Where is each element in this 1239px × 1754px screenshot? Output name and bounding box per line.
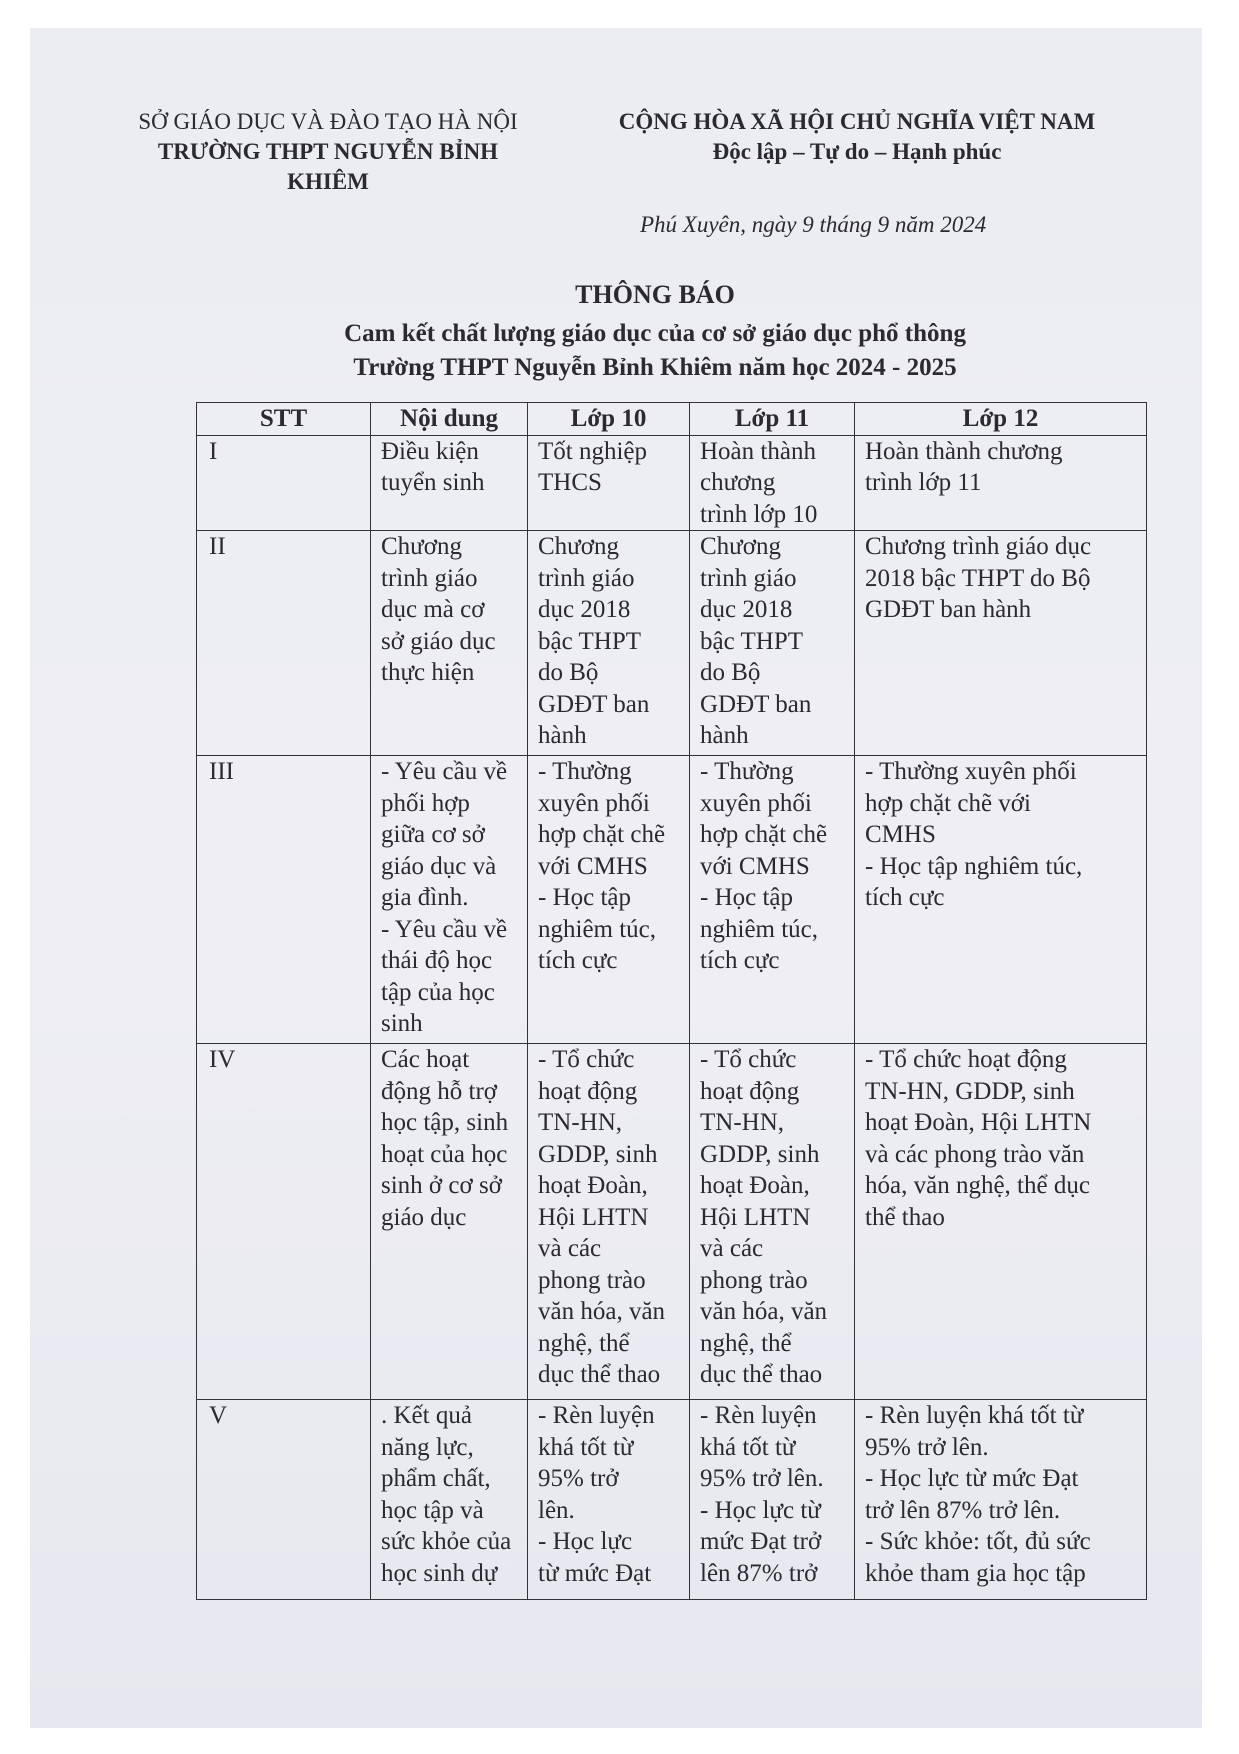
table-row [197,756,1147,1044]
document-date: Phú Xuyên, ngày 9 tháng 9 năm 2024 [640,212,987,237]
table-row [197,1044,1147,1400]
header-agency [123,107,533,197]
cell-content: Các hoạt động hỗ trợ học tập, sinh hoạt của học sinh ở cơ sở giáo dục [371,1044,528,1400]
cell-content: Chương trình giáo dục mà cơ sở giáo dục thực hiện [371,531,528,756]
cell-stt: II [197,531,371,756]
table-row [197,435,1147,531]
cell-lop12: - Thường xuyên phối hợp chặt chẽ với CMHS - Học tập nghiêm túc, tích cực [855,756,1147,1044]
nation-name: CỘNG HÒA XÃ HỘI CHỦ NGHĨA VIỆT NAM [618,109,1096,134]
table-header-row [197,403,1147,436]
header-nation [612,107,1102,167]
cell-lop10: - Thường xuyên phối hợp chặt chẽ với CMHS - Học tập nghiêm túc, tích cực [528,756,690,1044]
cell-lop11: - Rèn luyện khá tốt từ 95% trở lên. - Học lực từ mức Đạt trở lên 87% trở [690,1400,855,1600]
table-row [197,531,1147,756]
cell-stt: III [197,756,371,1044]
header-content: Nội dung [371,403,528,436]
cell-lop12: Hoàn thành chương trình lớp 11 [855,435,1147,531]
cell-content: Điều kiện tuyển sinh [371,435,528,531]
cell-stt: IV [197,1044,371,1400]
cell-content: . Kết quả năng lực, phẩm chất, học tập và sức khỏe của học sinh dự [371,1400,528,1600]
agency-name: SỞ GIÁO DỤC VÀ ĐÀO TẠO HÀ NỘI [138,109,518,134]
cell-lop10: - Tổ chức hoạt động TN-HN, GDDP, sinh hoạt Đoàn, Hội LHTN và các phong trào văn hóa, văn nghệ, thể dục thể thao [528,1044,690,1400]
cell-stt: I [197,435,371,531]
cell-lop10: Tốt nghiệp THCS [528,435,690,531]
cell-lop12: Chương trình giáo dục 2018 bậc THPT do Bộ GDĐT ban hành [855,531,1147,756]
cell-lop11: - Tổ chức hoạt động TN-HN, GDDP, sinh hoạt Đoàn, Hội LHTN và các phong trào văn hóa, văn nghệ, thể dục thể thao [690,1044,855,1400]
document-title: THÔNG BÁO [575,280,735,309]
nation-motto: Độc lập – Tự do – Hạnh phúc [712,139,1002,164]
cell-lop12: - Rèn luyện khá tốt từ 95% trở lên. - Học lực từ mức Đạt trở lên 87% trở lên. - Sức khỏe: tốt, đủ sức khỏe tham gia học tập [855,1400,1147,1600]
header-lop11: Lớp 11 [690,403,855,436]
commitment-table-wrapper [196,402,1147,1600]
header-stt: STT [197,403,371,436]
cell-lop11: Hoàn thành chương trình lớp 10 [690,435,855,531]
cell-lop12: - Tổ chức hoạt động TN-HN, GDDP, sinh hoạt Đoàn, Hội LHTN và các phong trào văn hóa, văn nghệ, thể dục thể thao [855,1044,1147,1400]
document-subtitle-school: Trường THPT Nguyễn Bỉnh Khiêm năm học 2024 - 2025 [353,354,957,381]
cell-lop11: Chương trình giáo dục 2018 bậc THPT do Bộ GDĐT ban hành [690,531,855,756]
cell-stt: V [197,1400,371,1600]
header-lop12: Lớp 12 [855,403,1147,436]
cell-lop11: - Thường xuyên phối hợp chặt chẽ với CMHS - Học tập nghiêm túc, tích cực [690,756,855,1044]
school-name: TRƯỜNG THPT NGUYỄN BỈNH KHIÊM [157,139,499,194]
cell-content: - Yêu cầu về phối hợp giữa cơ sở giáo dục và gia đình. - Yêu cầu về thái độ học tập của học sinh [371,756,528,1044]
document-subtitle: Cam kết chất lượng giáo dục của cơ sở giáo dục phổ thông [344,320,966,347]
cell-lop10: Chương trình giáo dục 2018 bậc THPT do Bộ GDĐT ban hành [528,531,690,756]
header-lop10: Lớp 10 [528,403,690,436]
table-row [197,1400,1147,1600]
cell-lop10: - Rèn luyện khá tốt từ 95% trở lên. - Học lực từ mức Đạt [528,1400,690,1600]
commitment-table [196,402,1147,1600]
